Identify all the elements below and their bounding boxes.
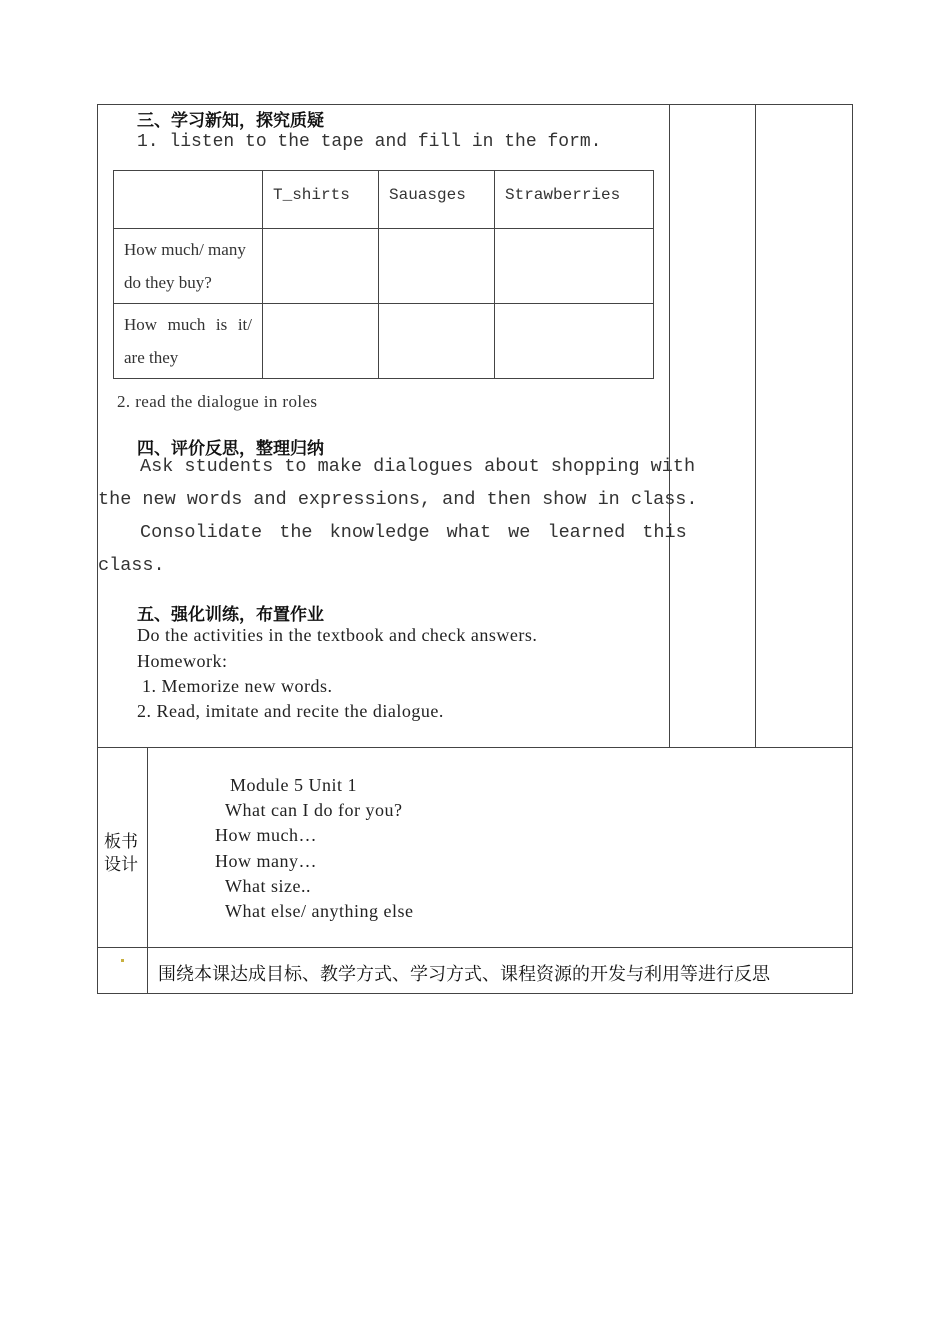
row-divider-main <box>97 747 853 748</box>
table-cell-input[interactable] <box>379 304 495 379</box>
board-line: What can I do for you? <box>225 800 403 820</box>
section3-heading: 三、学习新知，探究质疑 <box>137 111 324 131</box>
section4-heading: 四、评价反思，整理归纳 <box>137 439 324 459</box>
table-row-label-price: How much is it/ are they <box>114 304 263 379</box>
section5-line1: Do the activities in the textbook and check answers. <box>137 625 538 645</box>
column-divider-2 <box>755 104 756 748</box>
table-corner-cell <box>114 171 263 229</box>
board-label-line2: 设计 <box>104 855 138 875</box>
table-cell-input[interactable] <box>263 304 379 379</box>
row-divider-board <box>97 947 853 948</box>
board-line: How much… <box>215 825 317 845</box>
outer-top-border <box>97 104 853 105</box>
section3-task1: 1. listen to the tape and fill in the form. <box>137 132 602 152</box>
outer-right-border <box>852 104 853 994</box>
section5-line2: Homework: <box>137 651 228 671</box>
section5-line3: 1. Memorize new words. <box>142 676 333 696</box>
table-header-tshirts: T_shirts <box>263 171 379 229</box>
section4-para1-line1: Ask students to make dialogues about shopping with <box>140 456 696 477</box>
table-row-label-quantity: How much/ many do they buy? <box>114 229 263 304</box>
table-cell-input[interactable] <box>379 229 495 304</box>
section4-para1-line2: the new words and expressions, and then show in class. <box>98 489 698 510</box>
table-header-strawberries: Strawberries <box>495 171 654 229</box>
table-cell-input[interactable] <box>263 229 379 304</box>
board-label-line1: 板书 <box>104 832 138 852</box>
section4-para2-line1: Consolidate the knowledge what we learned this <box>140 522 687 543</box>
section5-line4: 2. Read, imitate and recite the dialogue. <box>137 701 444 721</box>
table-header-sausages: Sauasges <box>379 171 495 229</box>
marker-dot <box>121 959 124 962</box>
outer-left-border <box>97 104 98 994</box>
section4-para2-line2: class. <box>98 555 165 576</box>
column-divider-1 <box>669 104 670 748</box>
board-line: What size.. <box>225 876 311 896</box>
table-cell-input[interactable] <box>495 304 654 379</box>
table-cell-input[interactable] <box>495 229 654 304</box>
board-line: What else/ anything else <box>225 901 414 921</box>
board-line: Module 5 Unit 1 <box>230 775 357 795</box>
reflection-text: 围绕本课达成目标、教学方式、学习方式、课程资源的开发与利用等进行反思 <box>158 964 770 985</box>
section3-task2: 2. read the dialogue in roles <box>117 392 318 411</box>
outer-bottom-border <box>97 993 853 994</box>
section5-heading: 五、强化训练，布置作业 <box>137 605 324 625</box>
label-column-divider <box>147 747 148 994</box>
listening-form-table <box>113 170 654 379</box>
board-line: How many… <box>215 851 317 871</box>
